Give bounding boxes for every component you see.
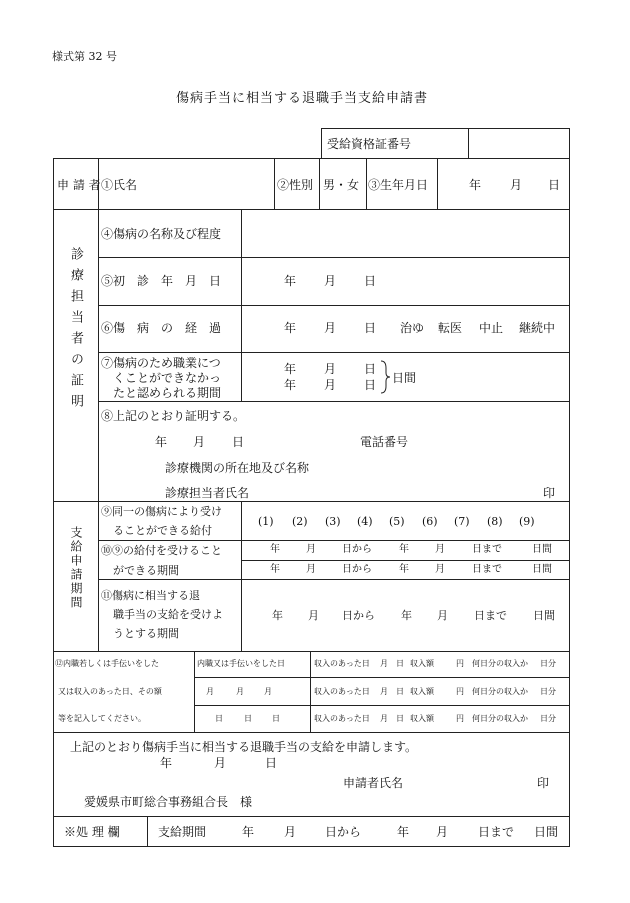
item11-from-year-unit: 年 (272, 609, 283, 622)
item9-option[interactable]: (5) (389, 515, 405, 528)
item9-label-line: ることができる給付 (113, 524, 212, 537)
item11-from-month-unit: 月 (308, 609, 319, 622)
progress-option[interactable]: 転医 (438, 321, 463, 335)
item10-from-year-unit: 年 (270, 544, 280, 555)
certify-day-unit: 日 (232, 435, 245, 449)
side-work-month-unit: 月 (236, 687, 244, 696)
processing-to-month-unit: 月 (436, 825, 449, 839)
period-days-unit: 日間 (392, 371, 417, 385)
processing-days-unit: 日間 (534, 825, 559, 839)
item10-to-year-unit: 年 (399, 564, 409, 575)
cert-no-label: 受給資格証番号 (327, 137, 412, 151)
item10-label-line: ができる期間 (113, 564, 179, 577)
period-from-year-unit: 年 (284, 362, 297, 376)
item10-days-unit: 日間 (532, 544, 552, 555)
first-visit-year-unit: 年 (284, 274, 297, 288)
gender-label: ②性別 (277, 178, 314, 192)
side-work-label: 内職又は手伝いをした日 (197, 659, 285, 668)
dob-month-unit: 月 (510, 178, 523, 192)
item9-option[interactable]: (4) (357, 515, 373, 528)
applicant-label: 申 請 者 (57, 178, 101, 192)
period-label-line: くことができなかっ (113, 371, 222, 385)
yen-unit: 円 (456, 659, 464, 668)
declaration-month-unit: 月 (214, 756, 227, 770)
side-work-day-unit: 日 (215, 714, 223, 723)
item9-option[interactable]: (1) (258, 515, 274, 528)
item12-label-line: ⑫内職若しくは手伝いをした (55, 659, 159, 668)
received-day-unit: 日 (396, 687, 404, 696)
certify-label: ⑧上記のとおり証明する。 (101, 409, 246, 423)
item11-label-line: うとする期間 (113, 627, 179, 640)
item9-option[interactable]: (2) (292, 515, 308, 528)
amount-label: 収入額 (410, 659, 434, 668)
item10-until-label: 日まで (472, 544, 502, 555)
item10-from-month-unit: 月 (306, 564, 316, 575)
progress-month-unit: 月 (324, 321, 337, 335)
item12-label-line: 等を記入してください。 (58, 714, 146, 723)
yen-unit: 円 (456, 687, 464, 696)
days-unit: 日分 (540, 659, 556, 668)
processing-from-month-unit: 月 (284, 825, 297, 839)
item9-option[interactable]: (9) (519, 515, 535, 528)
doctor-seal: 印 (543, 486, 556, 500)
item10-from-year-unit: 年 (270, 564, 280, 575)
first-visit-label: ⑤初 診 年 月 日 (101, 274, 222, 288)
form-number: 様式第 32 号 (52, 50, 117, 63)
item9-label-line: ⑨同一の傷病により受け (101, 505, 222, 518)
item9-option[interactable]: (3) (325, 515, 341, 528)
item11-to-month-unit: 月 (437, 609, 448, 622)
declaration-statement: 上記のとおり傷病手当に相当する退職手当の支給を申請します。 (70, 740, 418, 754)
received-day-unit: 日 (396, 714, 404, 723)
item11-from-label: 日から (342, 609, 375, 622)
item10-days-unit: 日間 (532, 564, 552, 575)
amount-label: 収入額 (410, 714, 434, 723)
item11-label-line: ⑪傷病に相当する退 (101, 589, 200, 602)
first-visit-day-unit: 日 (364, 274, 377, 288)
period-from-month-unit: 月 (324, 362, 337, 376)
item9-option[interactable]: (7) (454, 515, 470, 528)
item10-from-label: 日から (342, 544, 372, 555)
received-month-unit: 月 (380, 714, 388, 723)
dob-day-unit: 日 (548, 178, 561, 192)
received-day-label: 収入のあった日 (314, 714, 370, 723)
doctor-label: 診療担当者氏名 (165, 486, 250, 500)
days-unit: 日分 (540, 714, 556, 723)
institution-label: 診療機関の所在地及び名称 (165, 461, 310, 475)
side-work-month-unit: 月 (206, 687, 214, 696)
side-work-day-unit: 日 (272, 714, 280, 723)
item11-days-unit: 日間 (533, 609, 555, 622)
item10-until-label: 日まで (472, 564, 502, 575)
item10-from-label: 日から (342, 564, 372, 575)
period-to-month-unit: 月 (324, 378, 337, 392)
received-day-label: 収入のあった日 (314, 687, 370, 696)
certify-year-unit: 年 (155, 435, 168, 449)
item10-to-month-unit: 月 (435, 564, 445, 575)
progress-option[interactable]: 治ゆ (400, 321, 425, 335)
income-of-days-label: 何日分の収入か (472, 659, 528, 668)
progress-option[interactable]: 中止 (479, 321, 504, 335)
processing-from-label: 日から (325, 825, 362, 839)
period-from-day-unit: 日 (364, 362, 377, 376)
medical-section-label: 診療担当者の証明 (68, 247, 83, 415)
progress-option[interactable]: 継続中 (519, 321, 556, 335)
period-label-line: たと認められる期間 (113, 386, 222, 400)
period-to-year-unit: 年 (284, 378, 297, 392)
declaration-year-unit: 年 (160, 756, 173, 770)
side-work-month-unit: 月 (264, 687, 272, 696)
processing-label: ※処 理 欄 (64, 825, 120, 839)
gender-options[interactable]: 男・女 (323, 178, 360, 192)
received-month-unit: 月 (380, 659, 388, 668)
processing-to-year-unit: 年 (397, 825, 410, 839)
period-to-day-unit: 日 (364, 378, 377, 392)
amount-label: 収入額 (410, 687, 434, 696)
applicant-seal: 印 (537, 776, 550, 790)
item12-label-line: 又は収入のあった日、その額 (58, 687, 162, 696)
item10-from-month-unit: 月 (306, 544, 316, 555)
progress-label: ⑥傷 病 の 経 過 (101, 321, 222, 335)
processing-until-label: 日まで (478, 825, 515, 839)
item11-label-line: 職手当の支給を受けよ (113, 608, 223, 621)
income-of-days-label: 何日分の収入か (472, 687, 528, 696)
period-label-line: ⑦傷病のため職業につ (101, 356, 221, 370)
processing-from-year-unit: 年 (242, 825, 255, 839)
yen-unit: 円 (456, 714, 464, 723)
applicant-name-label: 申請者氏名 (343, 776, 404, 790)
dob-label: ③生年月日 (368, 178, 429, 192)
addressee: 愛媛県市町総合事務組合長 様 (84, 795, 253, 809)
declaration-day-unit: 日 (265, 756, 278, 770)
dob-year-unit: 年 (469, 178, 482, 192)
phone-label: 電話番号 (360, 435, 409, 449)
item10-to-year-unit: 年 (399, 544, 409, 555)
disease-label: ④傷病の名称及び程度 (101, 227, 222, 241)
received-day-label: 収入のあった日 (314, 659, 370, 668)
received-month-unit: 月 (380, 687, 388, 696)
side-work-day-unit: 日 (244, 714, 252, 723)
page-title: 傷病手当に相当する退職手当支給申請書 (176, 91, 429, 106)
certify-month-unit: 月 (193, 435, 206, 449)
progress-day-unit: 日 (364, 321, 377, 335)
item11-until-label: 日まで (474, 609, 507, 622)
progress-year-unit: 年 (284, 321, 297, 335)
name-label: ①氏名 (101, 178, 138, 192)
item9-option[interactable]: (8) (487, 515, 503, 528)
item9-option[interactable]: (6) (422, 515, 438, 528)
income-of-days-label: 何日分の収入か (472, 714, 528, 723)
received-day-unit: 日 (396, 659, 404, 668)
benefit-section-label: 支給申請期間 (69, 526, 83, 610)
days-unit: 日分 (540, 687, 556, 696)
item10-label-line: ⑩⑨の給付を受けること (101, 544, 222, 557)
item10-to-month-unit: 月 (435, 544, 445, 555)
processing-period-label: 支給期間 (158, 825, 207, 839)
first-visit-month-unit: 月 (324, 274, 337, 288)
item11-to-year-unit: 年 (401, 609, 412, 622)
brace-icon (379, 360, 391, 394)
